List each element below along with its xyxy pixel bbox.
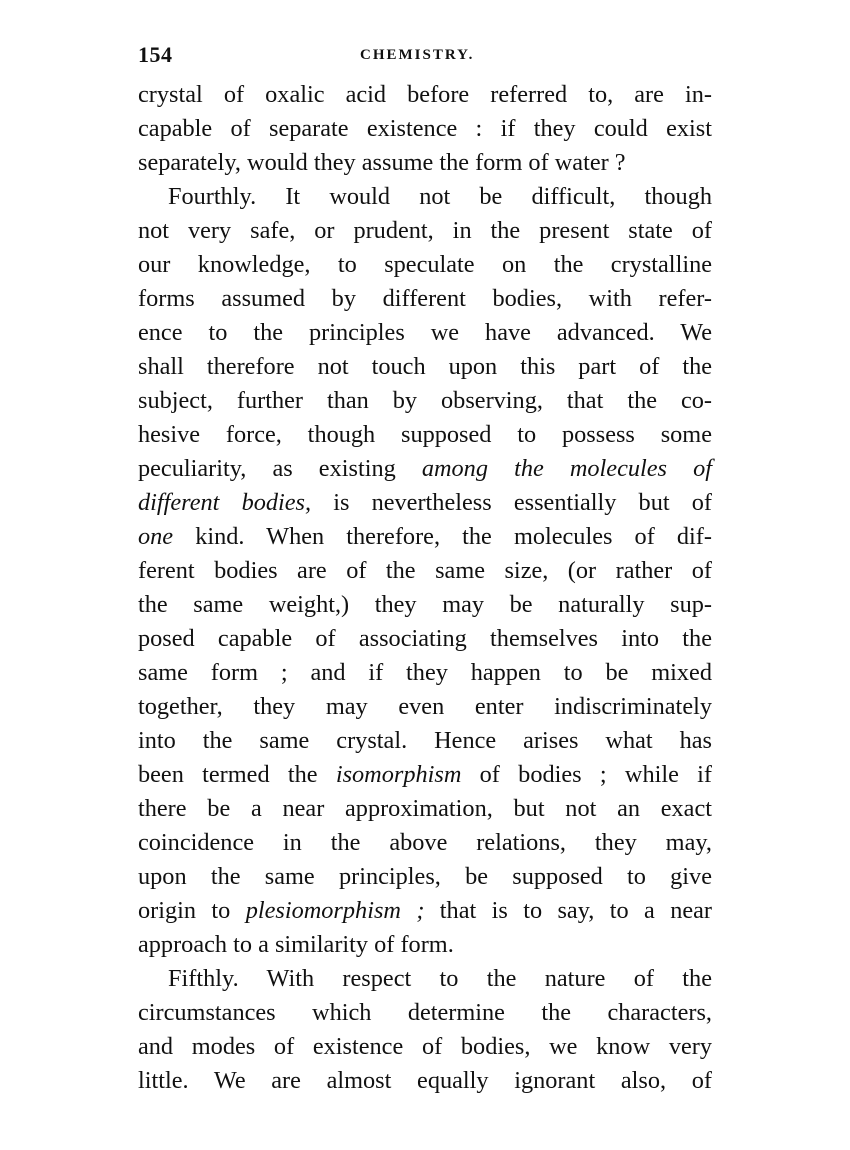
text-line: not very safe, or prudent, in the present state of: [138, 217, 712, 244]
text-line: upon the same principles, be supposed to give: [138, 863, 712, 890]
italic-text: among the molecules of: [421, 455, 712, 482]
text-line: [138, 452, 712, 486]
italic-text: isomorphism: [335, 761, 462, 788]
text-run: peculiarity, as existing: [138, 455, 422, 482]
text-line: subject, further than by observing, that the co-: [138, 387, 712, 414]
text-line: capable of separate existence : if they could exist: [138, 115, 712, 142]
text-line: and modes of existence of bodies, we know very: [138, 1033, 712, 1060]
page-number: 154: [138, 42, 173, 67]
text-line: [138, 758, 712, 792]
italic-text: one: [138, 523, 174, 550]
text-line: there be a near approximation, but not an exact: [138, 795, 712, 822]
text-line: Fifthly. With respect to the nature of the: [168, 965, 712, 992]
text-line: the same weight,) they may be naturally sup-: [138, 591, 712, 618]
text-line: coincidence in the above relations, they may,: [138, 829, 712, 856]
page-header: [138, 42, 712, 76]
text-line: circumstances which determine the characters,: [138, 999, 712, 1026]
text-line: separately, would they assume the form of water ?: [138, 149, 626, 176]
running-head: CHEMISTRY.: [360, 47, 475, 63]
text-line: posed capable of associating themselves into the: [138, 625, 712, 652]
text-line: little. We are almost equally ignorant also, of: [138, 1067, 712, 1094]
text-line: hesive force, though supposed to possess some: [138, 421, 712, 448]
book-page: [138, 42, 712, 1098]
text-line: into the same crystal. Hence arises what has: [138, 727, 712, 754]
text-line: [138, 486, 712, 520]
text-line: together, they may even enter indiscriminately: [138, 693, 712, 720]
text-line: approach to a similarity of form.: [138, 931, 454, 958]
text-run: is nevertheless essentially but of: [311, 489, 712, 516]
body-text: [138, 78, 712, 1098]
text-line: ferent bodies are of the same size, (or rather of: [138, 557, 712, 584]
text-line: crystal of oxalic acid before referred to, are in-: [138, 81, 712, 108]
text-line: our knowledge, to speculate on the crystalline: [138, 251, 712, 278]
text-run: origin to: [138, 897, 246, 924]
italic-text: plesiomorphism ;: [245, 897, 425, 924]
text-line: ence to the principles we have advanced. We: [138, 319, 712, 346]
text-line: [138, 894, 712, 928]
text-line: shall therefore not touch upon this part of the: [138, 353, 712, 380]
text-run: that is to say, to a near: [424, 897, 712, 924]
italic-text: different bodies,: [138, 489, 312, 516]
text-line: Fourthly. It would not be difficult, though: [168, 183, 712, 210]
text-line: same form ; and if they happen to be mixed: [138, 659, 712, 686]
text-line: forms assumed by different bodies, with refer-: [138, 285, 712, 312]
text-run: of bodies ; while if: [461, 761, 712, 788]
text-line: [138, 520, 712, 554]
text-run: been termed the: [138, 761, 336, 788]
text-run: kind. When therefore, the molecules of dif-: [173, 523, 712, 550]
